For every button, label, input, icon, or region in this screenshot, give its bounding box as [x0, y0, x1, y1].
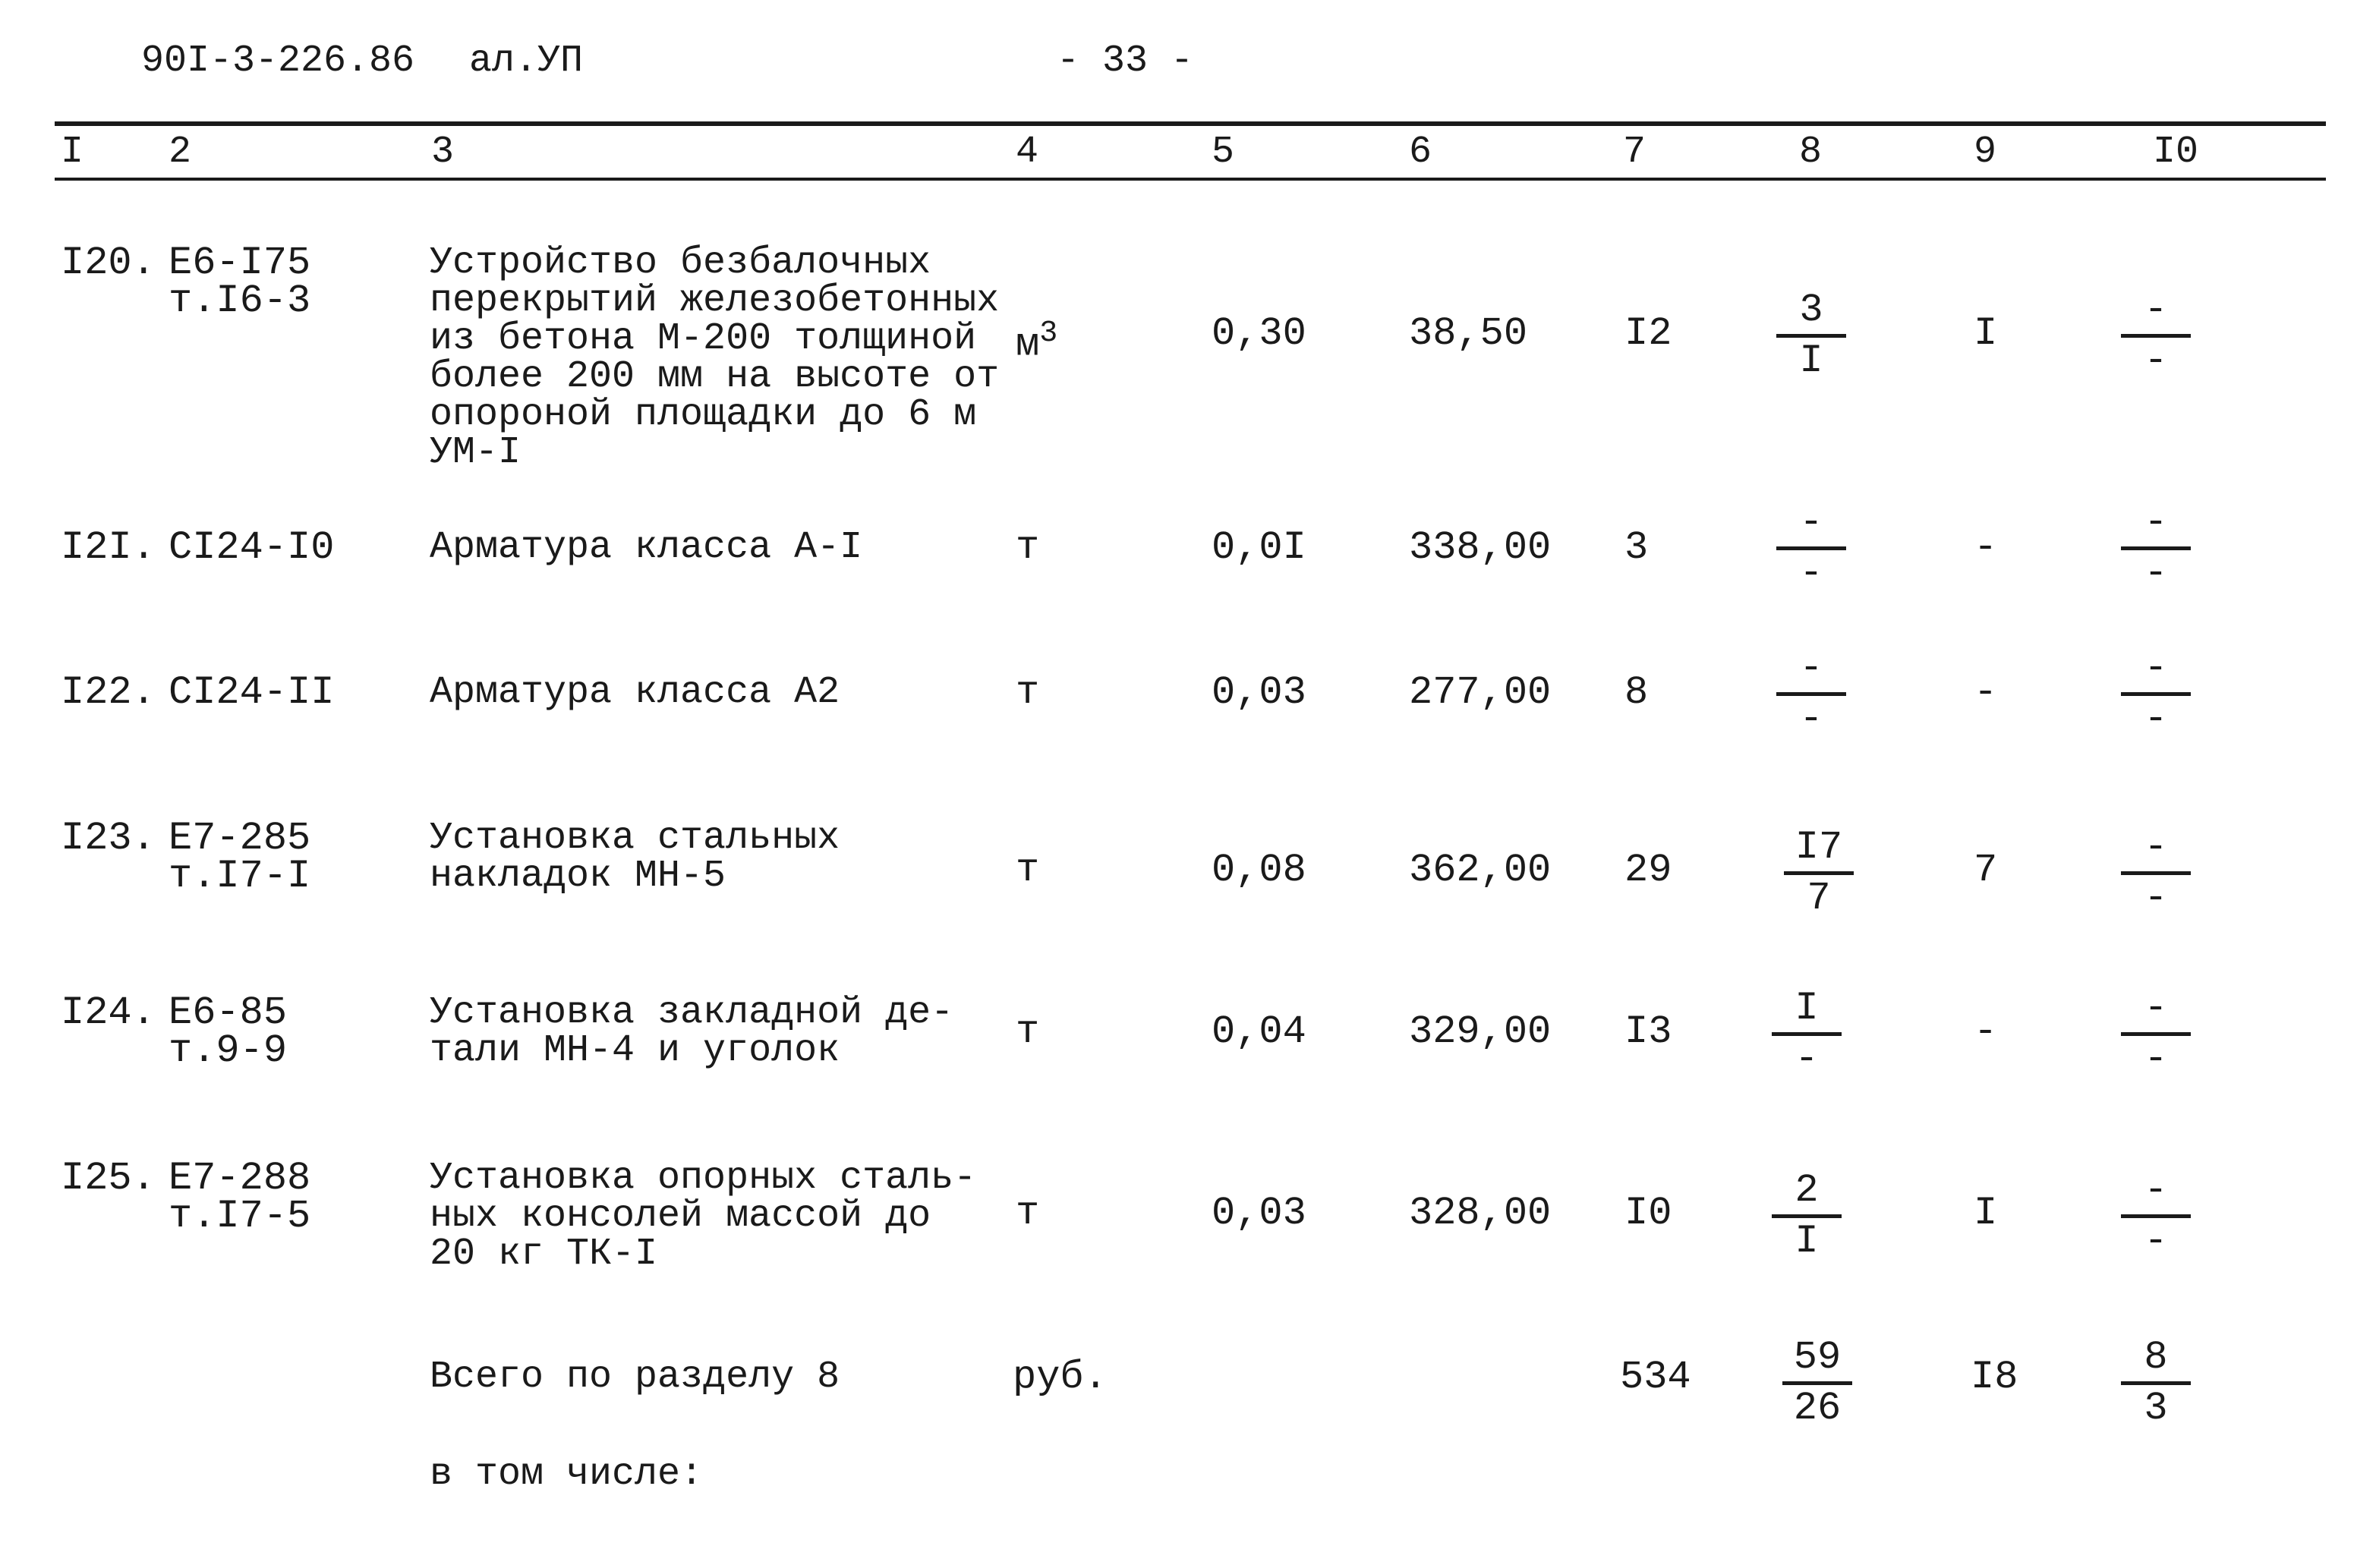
norm-code: Е6-85 [169, 990, 288, 1035]
column-number-8: 8 [1799, 131, 1823, 174]
document-code: 90I-3-226.86 [141, 39, 415, 83]
quantity: 0,03 [1212, 670, 1306, 715]
total-cost: 29 [1624, 848, 1672, 893]
summary-label: Всего по разделу 8 [430, 1355, 840, 1399]
unit: т [1016, 1009, 1040, 1054]
norm-table-ref: т.I7-I [169, 854, 311, 899]
col9-value: I [1974, 1191, 1998, 1236]
total-cost: 3 [1624, 525, 1649, 570]
norm-code: СI24-I0 [169, 525, 335, 570]
row-number: I20. [61, 241, 156, 285]
row-number: I24. [61, 990, 156, 1035]
summary-unit: руб. [1013, 1355, 1108, 1400]
norm-table-ref: т.I7-5 [169, 1194, 311, 1239]
quantity: 0,08 [1212, 848, 1306, 893]
summary-fraction-col8: 59 26 [1772, 1336, 1863, 1431]
fraction-col8: 3 I [1766, 288, 1857, 383]
total-cost: I3 [1624, 1009, 1672, 1054]
unit-price: 328,00 [1409, 1191, 1552, 1236]
fraction-col10: - - [2110, 501, 2201, 596]
quantity: 0,03 [1212, 1191, 1306, 1236]
work-description: Арматура класса А-I [430, 526, 863, 569]
table-header-rule [55, 178, 2326, 181]
work-description: Установка опорных сталь- ных консолей массой до 20 кг ТК-I [430, 1157, 977, 1276]
fraction-col8: 2 I [1761, 1169, 1852, 1264]
col9-value: 7 [1974, 848, 1998, 893]
work-description: Устройство безбалочных перекрытий железобетонных из бетона М-200 толщиной более 200 мм на высоте от опороной площадки до 6 м УМ-I [430, 241, 1000, 474]
work-description: Установка закладной де- тали МН-4 и уголок [430, 991, 954, 1072]
unit-price: 338,00 [1409, 525, 1552, 570]
fraction-col8: - - [1766, 647, 1857, 741]
unit: т [1016, 670, 1040, 715]
fraction-col8: I7 7 [1773, 826, 1864, 921]
row-number: I23. [61, 816, 156, 861]
row-number: I25. [61, 1156, 156, 1201]
fraction-col8: - - [1766, 501, 1857, 596]
col9-value: - [1974, 670, 1998, 715]
unit: т [1016, 1191, 1040, 1236]
unit-price: 277,00 [1409, 670, 1552, 715]
norm-code: Е6-I75 [169, 241, 311, 285]
column-number-10: I0 [2153, 131, 2199, 174]
column-number-5: 5 [1212, 131, 1235, 174]
quantity: 0,30 [1212, 311, 1306, 356]
work-description: Установка стальных накладок МН-5 [430, 817, 840, 898]
total-cost: I2 [1624, 311, 1672, 356]
fraction-col10: - - [2110, 826, 2201, 921]
norm-code: СI24-II [169, 670, 335, 715]
summary-total: 534 [1620, 1355, 1691, 1400]
quantity: 0,0I [1212, 525, 1306, 570]
row-number: I22. [61, 670, 156, 715]
unit-price: 38,50 [1409, 311, 1528, 356]
column-number-9: 9 [1974, 131, 1997, 174]
column-number-4: 4 [1016, 131, 1039, 174]
fraction-col10: - - [2110, 288, 2201, 383]
col9-value: - [1974, 525, 1998, 570]
column-number-2: 2 [169, 131, 192, 174]
col9-value: - [1974, 1009, 1998, 1054]
column-number-7: 7 [1623, 131, 1646, 174]
fraction-col10: - - [2110, 1169, 2201, 1264]
fraction-col8: I - [1761, 987, 1852, 1082]
fraction-col10: - - [2110, 647, 2201, 741]
fraction-col10: - - [2110, 987, 2201, 1082]
row-number: I2I. [61, 525, 156, 570]
unit-price: 362,00 [1409, 848, 1552, 893]
album-number: ал.УП [469, 39, 584, 83]
column-number-6: 6 [1409, 131, 1432, 174]
table-top-rule [55, 121, 2326, 126]
norm-table-ref: т.I6-3 [169, 279, 311, 323]
unit: $м^3$ [1016, 316, 1058, 367]
summary-fraction-col10: 8 3 [2110, 1336, 2201, 1431]
col9-value: I [1974, 311, 1998, 356]
column-number-3: 3 [431, 131, 455, 174]
summary-col9: I8 [1971, 1355, 2018, 1400]
quantity: 0,04 [1212, 1009, 1306, 1054]
norm-code: Е7-285 [169, 816, 311, 861]
unit: т [1016, 848, 1040, 893]
norm-table-ref: т.9-9 [169, 1028, 288, 1073]
work-description: Арматура класса А2 [430, 671, 840, 714]
summary-note: в том числе: [430, 1453, 704, 1496]
page-number: - 33 - [1057, 39, 1194, 83]
unit-price: 329,00 [1409, 1009, 1552, 1054]
norm-code: Е7-288 [169, 1156, 311, 1201]
total-cost: 8 [1624, 670, 1649, 715]
unit: т [1016, 525, 1040, 570]
column-number-1: I [61, 131, 84, 174]
total-cost: I0 [1624, 1191, 1672, 1236]
